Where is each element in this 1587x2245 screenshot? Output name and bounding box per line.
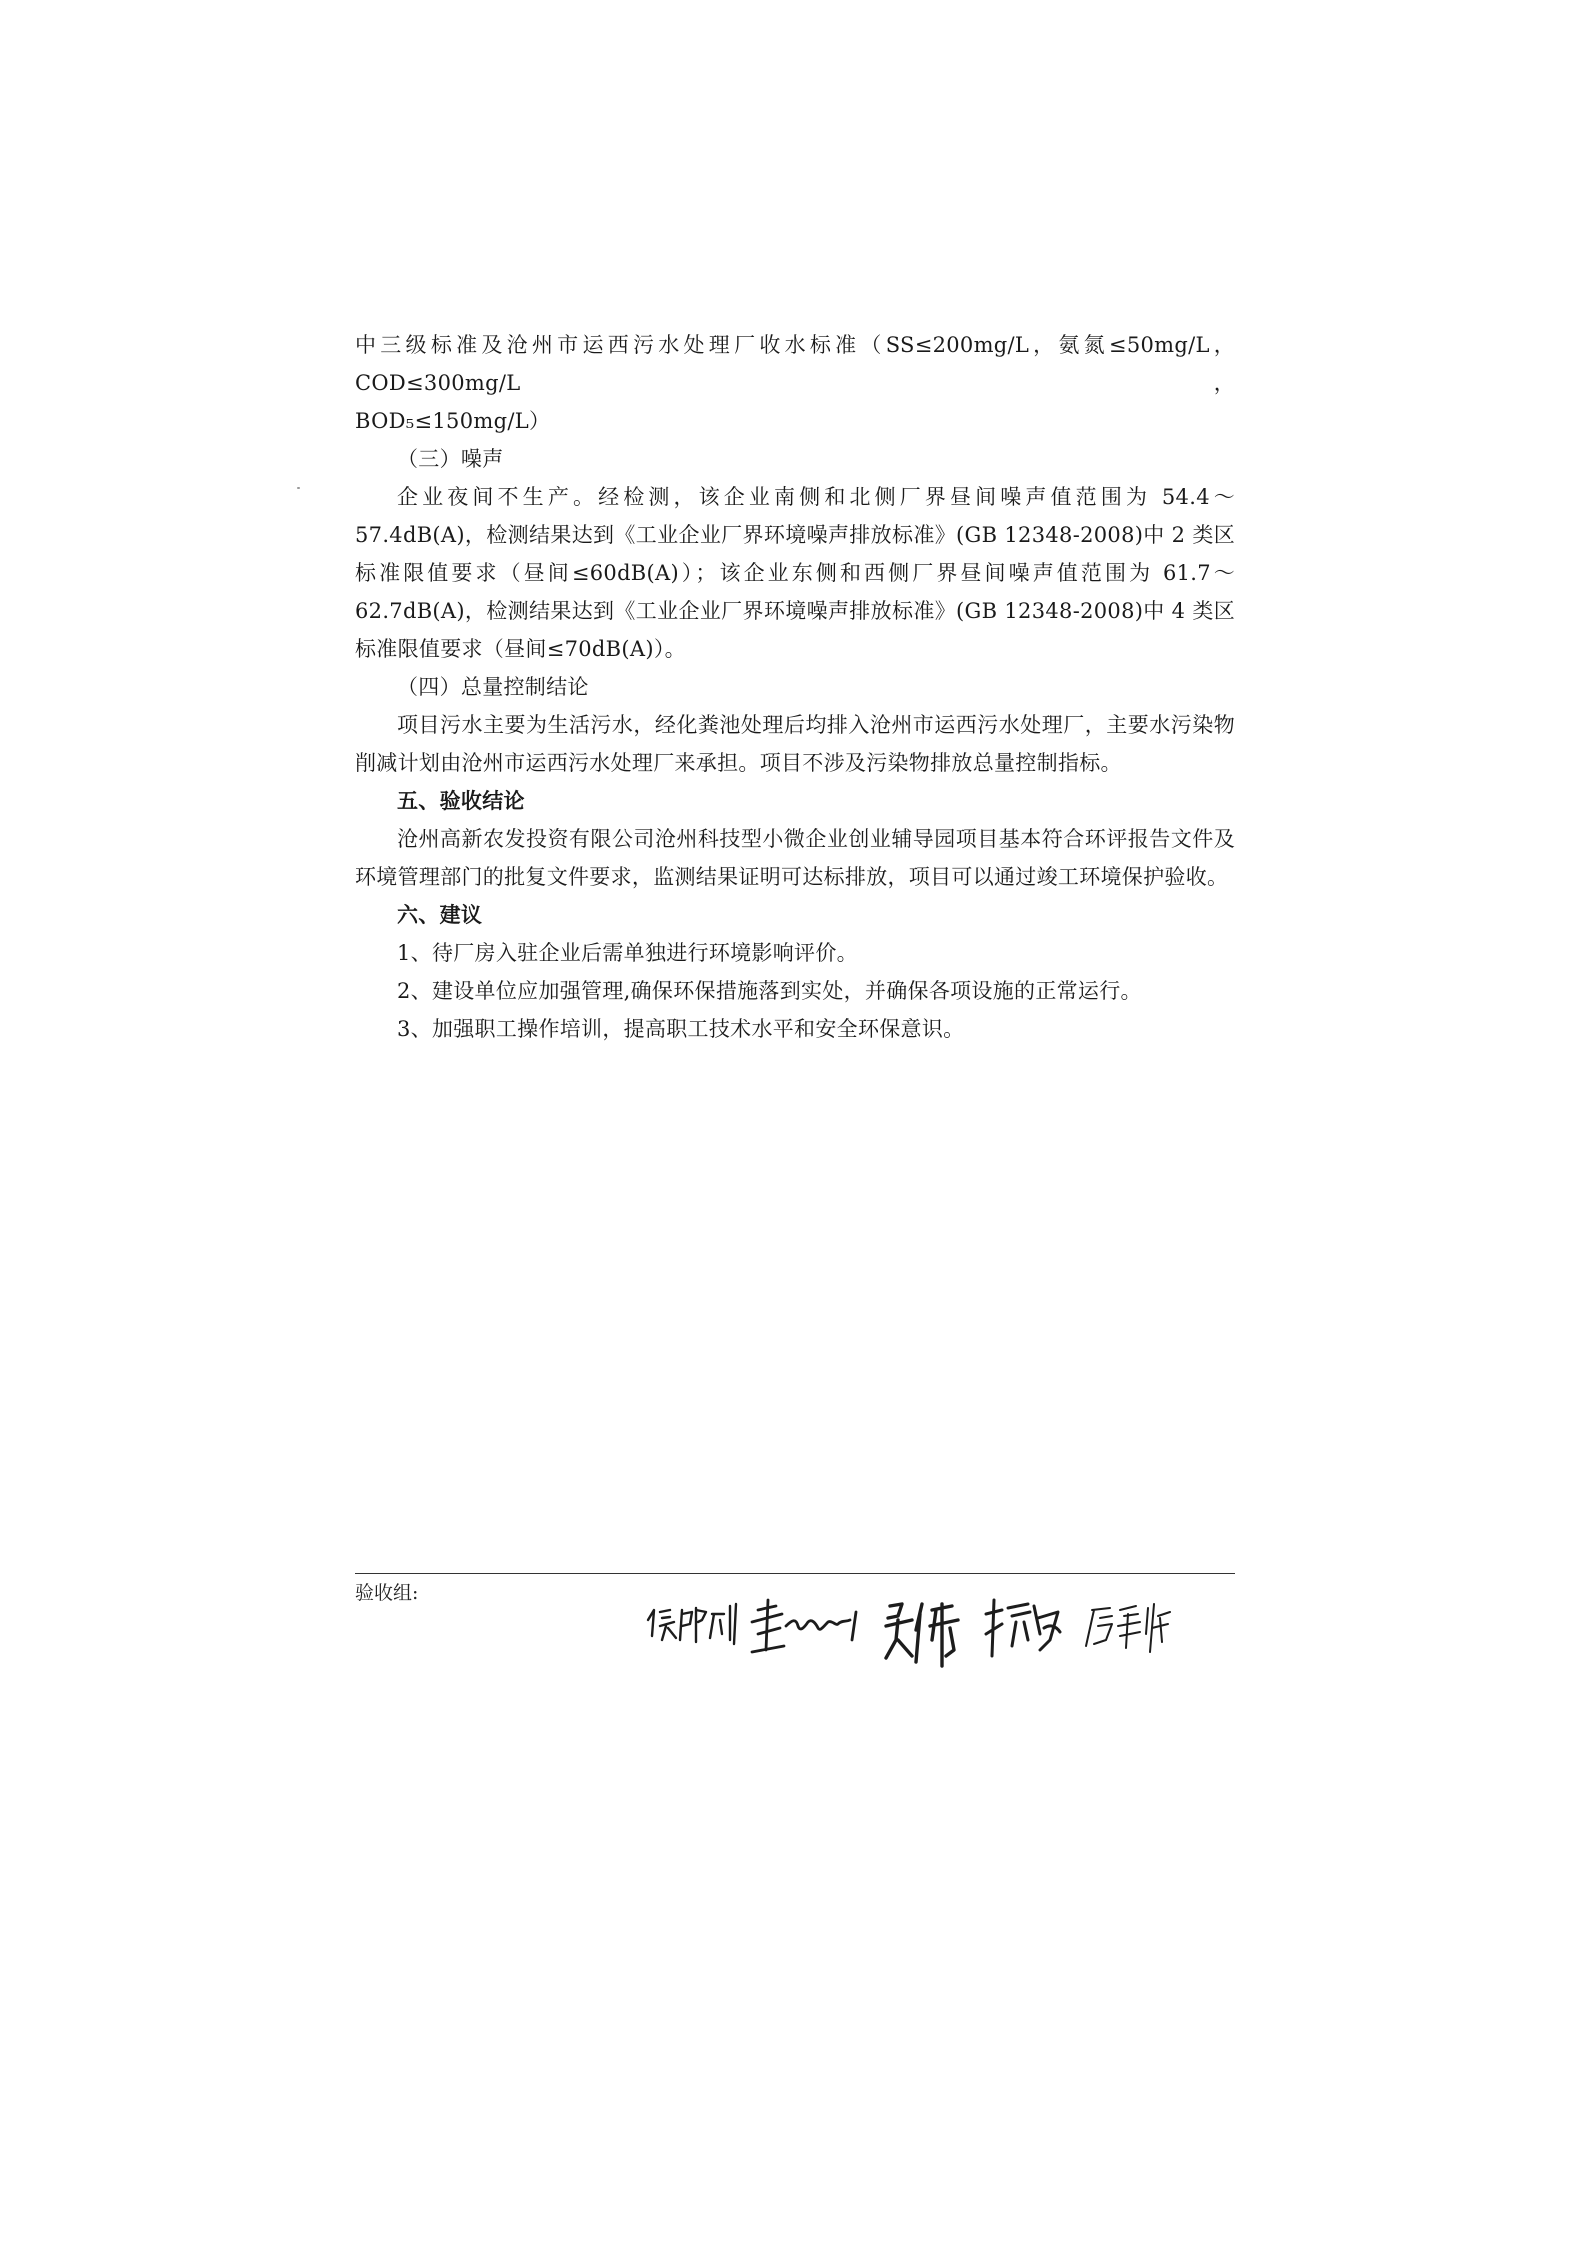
section-acceptance-conclusion-heading: 五、验收结论 [397, 788, 525, 813]
section-suggestions-heading: 六、建议 [397, 902, 483, 927]
handwritten-signatures [640, 1570, 1280, 1680]
section-noise-heading: （三）噪声 [397, 447, 504, 471]
signature-2 [752, 1600, 856, 1652]
signature-3 [886, 1604, 958, 1666]
document-body [355, 326, 1235, 1048]
scan-speck [297, 487, 300, 489]
paragraph-noise: 企业夜间不生产。经检测，该企业南侧和北侧厂界昼间噪声值范围为 54.4～57.4dB(A)，检测结果达到《工业企业厂界环境噪声排放标准》(GB 12348-2008)中 2 类区标准限值要求（昼间≤60dB(A)）；该企业东侧和西侧厂界昼间噪声值范围为 61.7～62.7dB(A)，检测结果达到《工业企业厂界环境噪声排放标准》(GB 12348-2008)中 4 类区标准限值要求（昼间≤70dB(A)）。 [355, 485, 1235, 661]
suggestion-item-3: 3、加强职工操作培训，提高职工技术水平和安全环保意识。 [397, 1017, 965, 1041]
suggestion-item-2: 2、建设单位应加强管理,确保环保措施落到实处，并确保各项设施的正常运行。 [397, 979, 1142, 1003]
acceptance-group-label: 验收组: [355, 1582, 419, 1604]
signature-1 [648, 1604, 736, 1644]
suggestion-item-1: 1、待厂房入驻企业后需单独进行环境影响评价。 [397, 941, 858, 965]
paragraph-water-standard-end: BOD₅≤150mg/L） [355, 409, 551, 433]
paragraph-water-standard: 中三级标准及沧州市运西污水处理厂收水标准（SS≤200mg/L，氨氮≤50mg/L，COD≤300mg/L， [355, 333, 1235, 395]
signature-4 [986, 1600, 1060, 1656]
signature-5 [1086, 1604, 1170, 1652]
section-total-control-heading: （四）总量控制结论 [397, 675, 589, 699]
paragraph-acceptance-conclusion: 沧州高新农发投资有限公司沧州科技型小微企业创业辅导园项目基本符合环评报告文件及环境管理部门的批复文件要求，监测结果证明可达标排放，项目可以通过竣工环境保护验收。 [355, 827, 1235, 889]
signatures-drawing [640, 1570, 1280, 1680]
paragraph-total-control: 项目污水主要为生活污水，经化粪池处理后均排入沧州市运西污水处理厂，主要水污染物削减计划由沧州市运西污水处理厂来承担。项目不涉及污染物排放总量控制指标。 [355, 713, 1235, 775]
